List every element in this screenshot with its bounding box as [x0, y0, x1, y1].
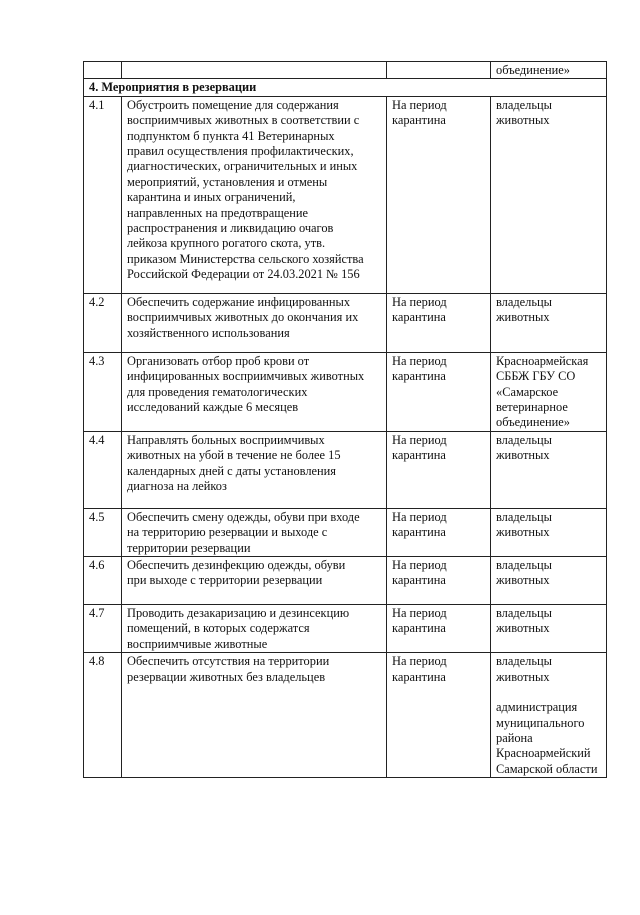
responsible-text-line: «Самарское — [496, 384, 559, 399]
action-text — [122, 557, 387, 605]
term-text-line: карантина — [392, 525, 446, 540]
term-text-line: На период — [392, 509, 447, 524]
action-text-line: лейкоза крупного рогатого скота, утв. — [127, 236, 326, 251]
action-text — [122, 605, 387, 653]
action-text-line: восприимчивых животных до окончания их — [127, 310, 359, 325]
responsible-text — [491, 605, 607, 653]
action-text — [122, 431, 387, 508]
action-text-line: диагноза на лейкоз — [127, 479, 227, 494]
action-text-line: Обеспечить дезинфекцию одежды, обуви — [127, 558, 346, 573]
section-title: 4. Мероприятия в резервации — [84, 79, 607, 96]
action-text — [122, 293, 387, 352]
responsible-text — [491, 431, 607, 508]
term-text-line: карантина — [392, 669, 446, 684]
action-text-line: направленных на предотвращение — [127, 205, 309, 220]
responsible-text-line: Красноармейская — [496, 353, 589, 368]
term-text-line: карантина — [392, 573, 446, 588]
term-text-line: На период — [392, 294, 447, 309]
action-text-line: диагностических, ограничительных и иных — [127, 159, 358, 174]
term-text — [387, 352, 491, 431]
action-text — [122, 352, 387, 431]
num-cell — [84, 62, 122, 79]
responsible-text-line: ветеринарное — [496, 400, 568, 415]
action-text-line: территории резервации — [127, 540, 251, 555]
responsible-cell: объединение» — [491, 62, 607, 79]
action-text-line: Российской Федерации от 24.03.2021 № 156 — [127, 267, 360, 282]
responsible-text-line: животных — [496, 669, 550, 684]
responsible-text-line: владельцы — [496, 558, 552, 573]
action-cell — [122, 62, 387, 79]
item-number: 4.7 — [84, 605, 122, 653]
term-text-line: карантина — [392, 369, 446, 384]
action-text-line: Обустроить помещение для содержания — [127, 97, 339, 112]
item-number: 4.2 — [84, 293, 122, 352]
table-row — [84, 508, 607, 556]
term-text-line: На период — [392, 606, 447, 621]
action-text-line: Направлять больных восприимчивых — [127, 432, 325, 447]
action-text-line: Обеспечить смену одежды, обуви при входе — [127, 509, 360, 524]
term-text-line: На период — [392, 558, 447, 573]
action-text — [122, 653, 387, 778]
term-text — [387, 653, 491, 778]
responsible-text-line: владельцы — [496, 654, 552, 669]
term-text-line: На период — [392, 353, 447, 368]
action-text-line: инфицированных восприимчивых животных — [127, 369, 365, 384]
item-number: 4.4 — [84, 431, 122, 508]
responsible-text-line: животных — [496, 525, 550, 540]
action-text-line: Проводить дезакаризацию и дезинсекцию — [127, 606, 350, 621]
term-text-line: карантина — [392, 621, 446, 636]
action-text-line: Организовать отбор проб крови от — [127, 353, 310, 368]
action-text-line: подпунктом б пункта 41 Ветеринарных — [127, 128, 335, 143]
action-text-line: на территорию резервации и выходе с — [127, 525, 328, 540]
responsible-text-line: администрация — [496, 700, 578, 715]
responsible-text-line: Красноармейский — [496, 746, 591, 761]
responsible-text-line: владельцы — [496, 606, 552, 621]
term-text — [387, 557, 491, 605]
action-text-line: помещений, в которых содержатся — [127, 621, 310, 636]
item-number: 4.5 — [84, 508, 122, 556]
table-row — [84, 653, 607, 778]
responsible-text — [491, 96, 607, 293]
action-text — [122, 508, 387, 556]
term-text-line: На период — [392, 654, 447, 669]
responsible-text-line — [496, 685, 602, 700]
section-header-row — [84, 79, 607, 96]
responsible-text-line: животных — [496, 310, 550, 325]
responsible-text-line: объединение» — [496, 415, 570, 430]
table-row — [84, 557, 607, 605]
action-text-line: животных на убой в течение не более 15 — [127, 448, 341, 463]
action-text-line: правил осуществления профилактических, — [127, 144, 354, 159]
term-text — [387, 431, 491, 508]
action-text-line: восприимчивых животных в соответствии с — [127, 113, 360, 128]
responsible-text-line: района — [496, 730, 533, 745]
responsible-text-line: Самарской области — [496, 761, 598, 776]
term-text — [387, 293, 491, 352]
responsible-text-line: владельцы — [496, 432, 552, 447]
item-number: 4.6 — [84, 557, 122, 605]
term-text-line: На период — [392, 97, 447, 112]
responsible-text-line: СББЖ ГБУ СО — [496, 369, 576, 384]
responsible-text — [491, 557, 607, 605]
responsible-text-line: животных — [496, 573, 550, 588]
item-number: 4.3 — [84, 352, 122, 431]
term-text-line: карантина — [392, 310, 446, 325]
responsible-text-line: владельцы — [496, 509, 552, 524]
table-row — [84, 293, 607, 352]
action-text-line: календарных дней с даты установления — [127, 463, 337, 478]
responsible-text-line: владельцы — [496, 294, 552, 309]
term-text-line: карантина — [392, 448, 446, 463]
action-text-line: резервации животных без владельцев — [127, 669, 326, 684]
term-text — [387, 605, 491, 653]
responsible-text — [491, 508, 607, 556]
responsible-text — [491, 653, 607, 778]
responsible-text-line: муниципального — [496, 715, 585, 730]
action-text-line: распространения и ликвидацию очагов — [127, 221, 334, 236]
item-number: 4.1 — [84, 96, 122, 293]
term-text — [387, 508, 491, 556]
term-cell — [387, 62, 491, 79]
responsible-text — [491, 352, 607, 431]
action-text-line: при выходе с территории резервации — [127, 573, 323, 588]
measures-table — [83, 61, 607, 778]
term-text-line: На период — [392, 432, 447, 447]
table-row — [84, 605, 607, 653]
term-text-line: карантина — [392, 113, 446, 128]
action-text-line: Обеспечить отсутствия на территории — [127, 654, 330, 669]
responsible-text-line: животных — [496, 621, 550, 636]
action-text-line: для проведения гематологических — [127, 384, 308, 399]
action-text-line: восприимчивые животные — [127, 636, 268, 651]
responsible-text-line: животных — [496, 448, 550, 463]
item-number: 4.8 — [84, 653, 122, 778]
action-text-line: приказом Министерства сельского хозяйства — [127, 251, 364, 266]
table-row — [84, 96, 607, 293]
action-text-line: Обеспечить содержание инфицированных — [127, 294, 351, 309]
table-row — [84, 431, 607, 508]
action-text — [122, 96, 387, 293]
table-row-continuation — [84, 62, 607, 79]
responsible-text — [491, 293, 607, 352]
term-text — [387, 96, 491, 293]
table-row — [84, 352, 607, 431]
action-text-line: мероприятий, установления и отмены — [127, 174, 328, 189]
action-text-line: хозяйственного использования — [127, 325, 290, 340]
responsible-text-line: животных — [496, 113, 550, 128]
action-text-line: исследований каждые 6 месяцев — [127, 400, 299, 415]
responsible-text-line: владельцы — [496, 97, 552, 112]
action-text-line: карантина и иных ограничений, — [127, 190, 296, 205]
